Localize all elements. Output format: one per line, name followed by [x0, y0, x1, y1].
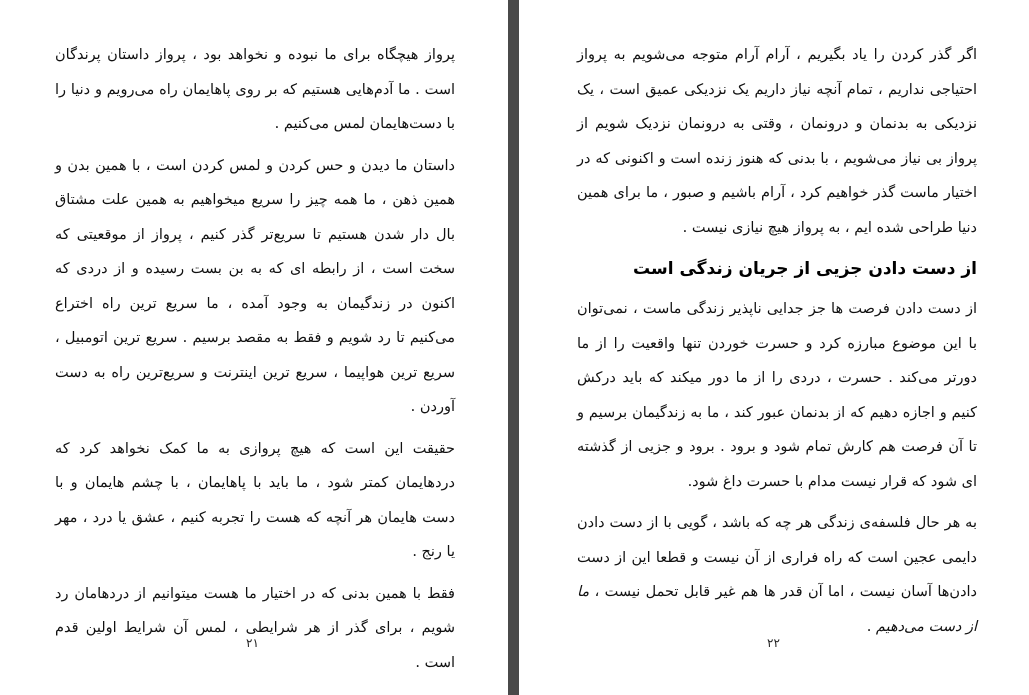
paragraph: فقط با همین بدنی که در اختیار ما هست میتوانیم از دردهامان رد شویم ، برای گذر از هر شرایطی ، لمس آن شرایط اولین قدم است . — [55, 585, 455, 671]
body-paragraph: از دست دادن فرصت ها جز جدایی ناپذیر زندگی ماست ، نمی‌توان با این موضوع مبارزه کرد و حسرت خوردن تنها واقعیت را از ما دورتر می‌کند . حسرت ، دردی را از ما دور میکند که باید درکش کنیم و اجازه دهیم که از بدنمان عبور کند ، ما به زندگیمان برسیم و تا آن فرصت هم کارش تمام شود و برود . برود و جزیی از گذشته ای شود که قرار نیست مدام با حسرت داغ شود. — [577, 301, 977, 490]
paragraph: پرواز هیچگاه برای ما نبوده و نخواهد بود ، پرواز داستان پرندگان است . ما آدم‌هایی هستیم که بر روی پاهایمان راه می‌رویم و دنیا را با دست‌هایمان لمس می‌کنیم . — [55, 47, 455, 132]
right-page — [519, 0, 1029, 695]
page-number-right: ۲۲ — [767, 636, 780, 650]
paragraph: حقیقت این است که هیچ پروازی به ما کمک نخواهد کرد که دردهایمان کمتر شود ، ما باید با پاهایمان ، با چشم هایمان و با دست هایمان هر آنچه که هست را تجربه کنیم ، عشق یا درد ، مهر یا رنج . — [55, 440, 455, 560]
book-gutter — [508, 0, 519, 695]
section-heading: از دست دادن جزیی از جریان زندگی است — [632, 259, 977, 279]
intro-paragraph: اگر گذر کردن را یاد بگیریم ، آرام آرام متوجه می‌شویم به پرواز احتیاجی نداریم ، تمام آنچه نیاز داریم یک نزدیکی عمیق است ، یک نزدیکی به بدنمان و درونمان ، وقتی به درونمان نزدیک شویم از پرواز بی نیاز می‌شویم ، با بدنی که هنوز زنده است و اکنونی که در اختیار ماست گذر خواهیم کرد ، آرام باشیم و صبور ، ما برای همین دنیا طراحی شده ایم ، به پرواز هیچ نیازی نیست . — [577, 47, 977, 236]
left-page — [0, 0, 508, 695]
left-page-text — [55, 38, 455, 687]
last-paragraph-end: . — [866, 618, 876, 635]
last-paragraph — [577, 506, 977, 644]
emphasized-text: ما از دست می‌دهیم — [577, 584, 977, 635]
last-paragraph-text: به هر حال فلسفه‌ی زندگی هر چه که باشد ، گویی با از دست دادن دایمی عجین است که راه فراری از آن نیست و قطعا این از دست دادن‌ها آسان نیست ، اما آن قدر ها هم غیر قابل تحمل نیست ، — [577, 515, 978, 600]
paragraph: داستان ما دیدن و حس کردن و لمس کردن است ، با همین بدن و همین ذهن ، ما همه چیز را سریع میخواهیم به همین علت مشتاق بال دار شدن هستیم تا سریع‌تر گذر کنیم ، پرواز از موقعیتی که سخت است ، از رابطه ای که به بن بست رسیده و از دردی که اکنون در زندگیمان به وجود آمده ، ما سریع ترین راه اختراع می‌کنیم تا رد شویم و فقط به مقصد برسیم . سریع ترین اتومبیل ، سریع ترین هواپیما ، سریع ترین اینترنت و سریع‌ترین راه به دست آوردن . — [55, 157, 455, 415]
right-page-text — [577, 38, 977, 651]
page-number-left: ۲۱ — [246, 636, 259, 650]
